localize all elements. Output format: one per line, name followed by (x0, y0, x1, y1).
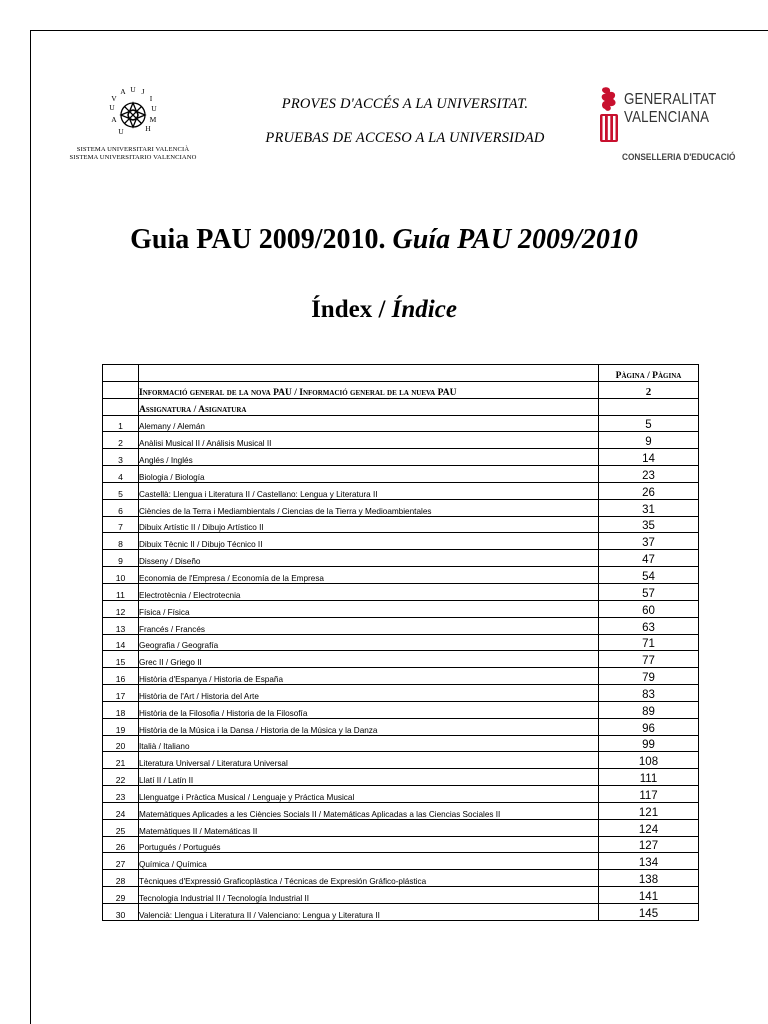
exam-header-valencian: PROVES D'ACCÉS A LA UNIVERSITAT. (281, 96, 529, 112)
page-number: 127 (599, 836, 699, 853)
table-row (103, 802, 699, 819)
subject-name: Llatí II / Latín II (139, 769, 599, 786)
page-number: 54 (599, 567, 699, 584)
row-number: 5 (103, 482, 139, 499)
seal-letter: A (111, 115, 117, 124)
subject-column-header: Assignatura / Asignatura (139, 398, 599, 415)
table-cell (139, 365, 599, 382)
subject-name: Grec II / Griego II (139, 651, 599, 668)
subject-name: Llenguatge i Pràctica Musical / Lenguaje y Práctica Musical (139, 786, 599, 803)
subject-name: Valencià: Llengua i Literatura II / Valenciano: Lengua y Literatura II (139, 904, 599, 921)
subject-name: Tècniques d'Expressió Graficoplàstica / Técnicas de Expresión Gráfico-plástica (139, 870, 599, 887)
page-number: 26 (599, 482, 699, 499)
row-number: 3 (103, 449, 139, 466)
table-row (103, 482, 699, 499)
table-row (103, 533, 699, 550)
subject-name: Biologia / Biología (139, 466, 599, 483)
table-cell (103, 398, 139, 415)
row-number: 30 (103, 904, 139, 921)
table-row (103, 567, 699, 584)
page-number: 57 (599, 583, 699, 600)
table-header-row (103, 365, 699, 382)
seal-letter: M (149, 115, 157, 124)
subject-name: Matemàtiques II / Matemáticas II (139, 819, 599, 836)
page-number: 79 (599, 668, 699, 685)
general-info-row (103, 381, 699, 398)
table-row (103, 600, 699, 617)
seal-letter: J (141, 87, 145, 96)
page-number: 121 (599, 802, 699, 819)
table-row (103, 735, 699, 752)
page-number: 9 (599, 432, 699, 449)
page-number: 77 (599, 651, 699, 668)
page-number: 111 (599, 769, 699, 786)
table-row (103, 786, 699, 803)
page-number: 31 (599, 499, 699, 516)
row-number: 13 (103, 617, 139, 634)
table-cell (103, 381, 139, 398)
subject-name: Tecnologia Industrial II / Tecnología Industrial II (139, 887, 599, 904)
row-number: 1 (103, 415, 139, 432)
table-row (103, 685, 699, 702)
university-system-name-valencian: SISTEMA UNIVERSITARI VALENCIÀ (76, 146, 190, 153)
subject-name: Disseny / Diseño (139, 550, 599, 567)
general-info-page: 2 (599, 381, 699, 398)
table-row (103, 651, 699, 668)
row-number: 9 (103, 550, 139, 567)
page-number: 108 (599, 752, 699, 769)
subject-name: Geografia / Geografía (139, 634, 599, 651)
seal-letter: U (118, 127, 124, 136)
row-number: 15 (103, 651, 139, 668)
table-row (103, 701, 699, 718)
page-number: 71 (599, 634, 699, 651)
seal-letter: V (111, 94, 117, 103)
seal-letter: U (151, 104, 157, 113)
generalitat-emblem-icon (597, 86, 621, 144)
subject-name: Dibuix Tècnic II / Dibujo Técnico II (139, 533, 599, 550)
table-row (103, 668, 699, 685)
page-number: 134 (599, 853, 699, 870)
page-number: 138 (599, 870, 699, 887)
row-number: 14 (103, 634, 139, 651)
university-seal-icon (102, 84, 164, 146)
index-title-valencian: Índex / (311, 296, 386, 323)
page-number: 23 (599, 466, 699, 483)
page-number: 96 (599, 718, 699, 735)
page-number: 145 (599, 904, 699, 921)
row-number: 19 (103, 718, 139, 735)
guide-title-spanish: Guía PAU 2009/2010 (392, 224, 638, 255)
table-row (103, 634, 699, 651)
subject-name: Història d'Espanya / Historia de España (139, 668, 599, 685)
page-number: 89 (599, 701, 699, 718)
table-row (103, 499, 699, 516)
subject-name: Anàlisi Musical II / Análisis Musical II (139, 432, 599, 449)
index-title-spanish: Índice (391, 296, 457, 323)
table-row (103, 887, 699, 904)
exam-header-spanish: PRUEBAS DE ACCESO A LA UNIVERSIDAD (265, 130, 545, 146)
seal-letter: H (145, 124, 151, 133)
row-number: 24 (103, 802, 139, 819)
generalitat-logo (597, 84, 743, 169)
subject-name: Història de la Música i la Dansa / Historia de la Música y la Danza (139, 718, 599, 735)
page-number: 63 (599, 617, 699, 634)
row-number: 16 (103, 668, 139, 685)
subject-name: Història de la Filosofia / Historia de la Filosofía (139, 701, 599, 718)
subject-name: Química / Química (139, 853, 599, 870)
subject-name: Matemàtiques Aplicades a les Ciències Socials II / Matemáticas Aplicadas a las Ciencias Sociales II (139, 802, 599, 819)
table-row (103, 718, 699, 735)
row-number: 2 (103, 432, 139, 449)
university-system-logo (54, 84, 212, 161)
subject-name: Alemany / Alemán (139, 415, 599, 432)
page-number: 47 (599, 550, 699, 567)
row-number: 26 (103, 836, 139, 853)
table-row (103, 769, 699, 786)
guide-title-valencian: Guia PAU 2009/2010. (130, 224, 386, 255)
guide-title (0, 224, 768, 256)
table-row (103, 870, 699, 887)
subject-name: Italià / Italiano (139, 735, 599, 752)
table-row (103, 819, 699, 836)
row-number: 29 (103, 887, 139, 904)
university-system-name-spanish: SISTEMA UNIVERSITARIO VALENCIANO (69, 153, 197, 161)
seal-letter: U (109, 103, 115, 112)
table-row (103, 853, 699, 870)
page-number: 37 (599, 533, 699, 550)
subject-name: Ciències de la Terra i Mediambientals / Ciencias de la Tierra y Medioambientales (139, 499, 599, 516)
row-number: 10 (103, 567, 139, 584)
subject-name: Economia de l'Empresa / Economía de la Empresa (139, 567, 599, 584)
table-row (103, 904, 699, 921)
subject-name: Història de l'Art / Historia del Arte (139, 685, 599, 702)
row-number: 7 (103, 516, 139, 533)
row-number: 18 (103, 701, 139, 718)
page-number: 14 (599, 449, 699, 466)
row-number: 27 (103, 853, 139, 870)
row-number: 28 (103, 870, 139, 887)
seal-letter: U (130, 85, 136, 94)
index-table (102, 364, 699, 921)
table-row (103, 583, 699, 600)
subject-name: Castellà: Llengua i Literatura II / Castellano: Lengua y Literatura II (139, 482, 599, 499)
seal-letter: A (120, 87, 126, 96)
generalitat-name-line-1: GENERALITAT (624, 91, 717, 108)
subject-name: Dibuix Artístic II / Dibujo Artístico II (139, 516, 599, 533)
conselleria-name: CONSELLERIA D'EDUCACIÓ (622, 152, 736, 162)
page-number: 35 (599, 516, 699, 533)
table-cell (599, 398, 699, 415)
subject-name: Física / Física (139, 600, 599, 617)
page-column-header: Pàgina / Pàgina (599, 365, 699, 382)
page-number: 99 (599, 735, 699, 752)
table-row (103, 550, 699, 567)
generalitat-name-line-2: VALENCIANA (624, 109, 710, 126)
page-number: 60 (599, 600, 699, 617)
generalitat-name (624, 91, 717, 127)
subject-name: Electrotècnia / Electrotecnia (139, 583, 599, 600)
table-row (103, 836, 699, 853)
subject-name: Literatura Universal / Literatura Universal (139, 752, 599, 769)
row-number: 6 (103, 499, 139, 516)
table-cell (103, 365, 139, 382)
seal-letter: I (149, 94, 153, 103)
table-row (103, 466, 699, 483)
table-row (103, 432, 699, 449)
table-row (103, 449, 699, 466)
index-title (0, 296, 768, 324)
row-number: 22 (103, 769, 139, 786)
row-number: 4 (103, 466, 139, 483)
subject-name: Francés / Francés (139, 617, 599, 634)
row-number: 12 (103, 600, 139, 617)
table-row (103, 516, 699, 533)
page-number: 5 (599, 415, 699, 432)
subject-name: Anglés / Inglés (139, 449, 599, 466)
row-number: 11 (103, 583, 139, 600)
general-info-label: Informació general de la nova PAU / Informació general de la nueva PAU (139, 381, 599, 398)
subject-name: Portugués / Portugués (139, 836, 599, 853)
page-number: 117 (599, 786, 699, 803)
row-number: 17 (103, 685, 139, 702)
row-number: 23 (103, 786, 139, 803)
page-number: 141 (599, 887, 699, 904)
table-row (103, 752, 699, 769)
row-number: 25 (103, 819, 139, 836)
exam-header (220, 96, 590, 147)
subject-header-row (103, 398, 699, 415)
row-number: 8 (103, 533, 139, 550)
page-number: 124 (599, 819, 699, 836)
row-number: 20 (103, 735, 139, 752)
table-row (103, 415, 699, 432)
table-row (103, 617, 699, 634)
page-number: 83 (599, 685, 699, 702)
row-number: 21 (103, 752, 139, 769)
